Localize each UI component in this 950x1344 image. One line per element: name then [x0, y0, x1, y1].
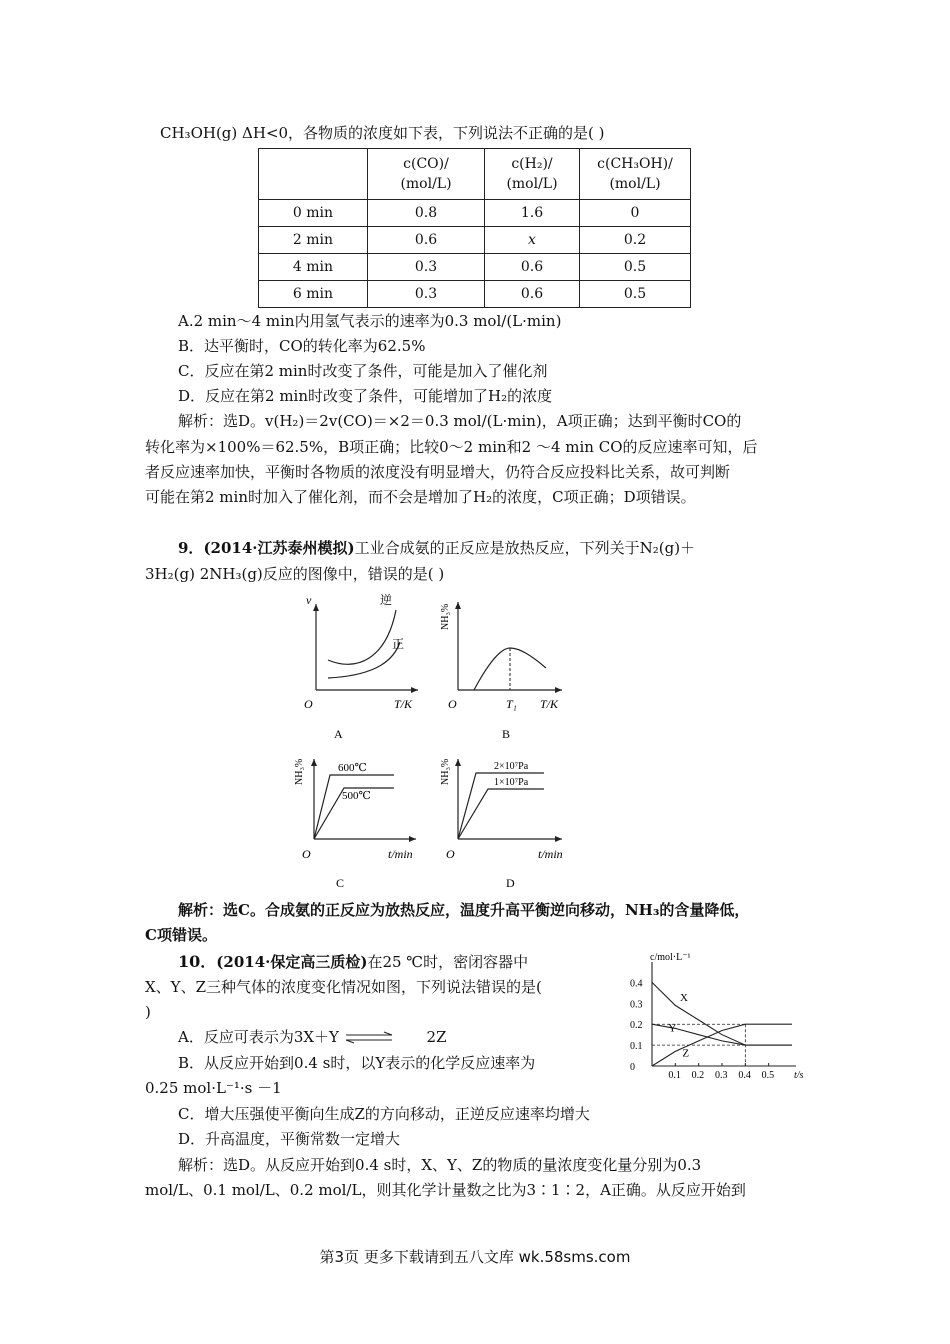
x-tick-label: 0.3: [715, 1070, 728, 1081]
q9-line1: 9．(2014·江苏泰州模拟)工业合成氨的正反应是放热反应，下列关于N₂(g)＋: [178, 539, 696, 557]
q10-option-c: C．增大压强使平衡向生成Z的方向移动，正逆反应速率均增大: [178, 1105, 590, 1123]
q10-option-a: A．反应可表示为3X＋Y 2Z: [178, 1028, 447, 1046]
series-label: Y: [668, 1022, 677, 1035]
y-tick-label: 0.3: [630, 999, 643, 1011]
page-footer: 第3页 更多下载请到五八文库 wk.58sms.com: [319, 1248, 631, 1266]
q10-option-d: D．升高温度，平衡常数一定增大: [178, 1130, 401, 1148]
curve-label: 1×10⁷Pa: [494, 777, 529, 788]
axis-label: T/K: [394, 697, 413, 711]
q10-analysis-line: mol/L、0.1 mol/L、0.2 mol/L，则其化学计量数之比为3∶1∶2，A正确。从反应开始到: [145, 1181, 746, 1199]
y-tick-label: 0.1: [630, 1041, 643, 1053]
concentration-table: [258, 148, 691, 308]
origin-label: O: [446, 847, 455, 861]
x-tick-label: 0.5: [761, 1070, 775, 1081]
axis-label: T/K: [540, 697, 559, 711]
table-row: 4 min 0.3 0.6 0.5: [259, 254, 691, 281]
origin-label: O: [448, 697, 457, 711]
x-tick-label: 0.1: [668, 1070, 681, 1081]
q9-analysis-line: C项错误。: [145, 926, 217, 944]
q8-analysis-line: 解析：选D。v(H₂)＝2v(CO)＝×2＝0.3 mol/(L·min)，A项正确；达到平衡时CO的: [178, 412, 742, 430]
y-tick-label: 0.2: [630, 1020, 643, 1032]
q8-option-a: A.2 min～4 min内用氢气表示的速率为0.3 mol/(L·min): [178, 312, 562, 330]
equilibrium-arrow-icon: [344, 1031, 396, 1045]
q8-analysis-line: 者反应速率加快，平衡时各物质的浓度没有明显增大，仍符合反应投料比关系，故可判断: [145, 463, 731, 481]
tick-label: T₁: [506, 697, 517, 711]
chart-x-label: t/s: [794, 1070, 804, 1081]
q8-option-c: C．反应在第2 min时改变了条件，可能是加入了催化剂: [178, 362, 548, 380]
table-header: c(CH₃OH)/ (mol/L): [580, 149, 691, 200]
series-x-line: [652, 982, 792, 1045]
table-row: 2 min 0.6 x 0.2: [259, 227, 691, 254]
x-tick-label: 0.2: [691, 1070, 705, 1081]
series-label: X: [680, 992, 688, 1005]
graph-a: [296, 590, 426, 750]
q8-intro: CH₃OH(g) ΔH<0，各物质的浓度如下表，下列说法不正确的是( ): [160, 124, 605, 142]
series-label: Z: [682, 1047, 690, 1060]
table-row: 0 min 0.8 1.6 0: [259, 200, 691, 227]
x-tick-label: 0.4: [738, 1070, 751, 1081]
axis-label: NH₃%: [440, 758, 451, 785]
y-tick-label: 0: [630, 1062, 635, 1073]
curve-label: 正: [392, 637, 405, 651]
q10-line2: X、Y、Z三种气体的浓度变化情况如图，下列说法错误的是(: [145, 978, 542, 996]
q8-analysis-line: 转化率为×100%＝62.5%，B项正确；比较0～2 min和2 ～4 min CO的反应速率可知，后: [145, 438, 758, 456]
q9-analysis-line: 解析：选C。合成氨的正反应为放热反应，温度升高平衡逆向移动，NH₃的含量降低，: [178, 901, 750, 919]
q8-analysis-line: 可能在第2 min时加入了催化剂，而不会是增加了H₂的浓度，C项正确；D项错误。: [145, 488, 696, 506]
q9-line2: 3H₂(g) 2NH₃(g)反应的图像中，错误的是( ): [145, 565, 445, 583]
graph-b: [440, 590, 580, 750]
curve-label: 2×10⁷Pa: [494, 761, 529, 772]
curve-reverse: [328, 610, 396, 664]
concentration-chart: [620, 950, 820, 1090]
curve-label: 逆: [380, 593, 393, 607]
q10-option-b1: B．从反应开始到0.4 s时，以Y表示的化学反应速率为: [178, 1054, 536, 1072]
curve-1e7pa: [458, 789, 544, 839]
graph-caption: C: [336, 876, 345, 890]
curve-label: 500℃: [342, 790, 371, 802]
table-header: c(H₂)/ (mol/L): [485, 149, 580, 200]
graph-caption: B: [502, 727, 511, 741]
table-corner: [259, 149, 368, 200]
q8-option-b: B．达平衡时，CO的转化率为62.5%: [178, 337, 426, 355]
graph-d: [440, 755, 580, 895]
origin-label: O: [302, 847, 311, 861]
curve-forward: [328, 642, 400, 678]
y-tick-label: 0.4: [630, 978, 643, 990]
q10-analysis-line: 解析：选D。从反应开始到0.4 s时，X、Y、Z的物质的量浓度变化量分别为0.3: [178, 1156, 702, 1174]
axis-label: v: [306, 593, 312, 607]
axis-label: t/min: [388, 847, 413, 861]
table-row: 6 min 0.3 0.6 0.5: [259, 281, 691, 308]
axis-label: t/min: [538, 847, 563, 861]
graph-caption: A: [334, 727, 343, 741]
q10-line1: 10．(2014·保定高三质检)在25 ℃时，密闭容器中: [178, 952, 529, 971]
table-header: c(CO)/ (mol/L): [368, 149, 485, 200]
origin-label: O: [304, 697, 313, 711]
q10-line3: ): [145, 1003, 151, 1021]
q8-option-d: D．反应在第2 min时改变了条件，可能增加了H₂的浓度: [178, 387, 553, 405]
axis-label: NH₃%: [440, 603, 451, 630]
axis-label: NH₃%: [294, 758, 305, 785]
curve-label: 600℃: [338, 762, 367, 774]
q10-option-b2: 0.25 mol·L⁻¹·s －1: [145, 1079, 282, 1097]
curve-600c: [314, 775, 394, 839]
graph-caption: D: [506, 876, 515, 890]
graph-c: [290, 755, 430, 895]
chart-y-label: c/mol·L⁻¹: [650, 952, 691, 963]
